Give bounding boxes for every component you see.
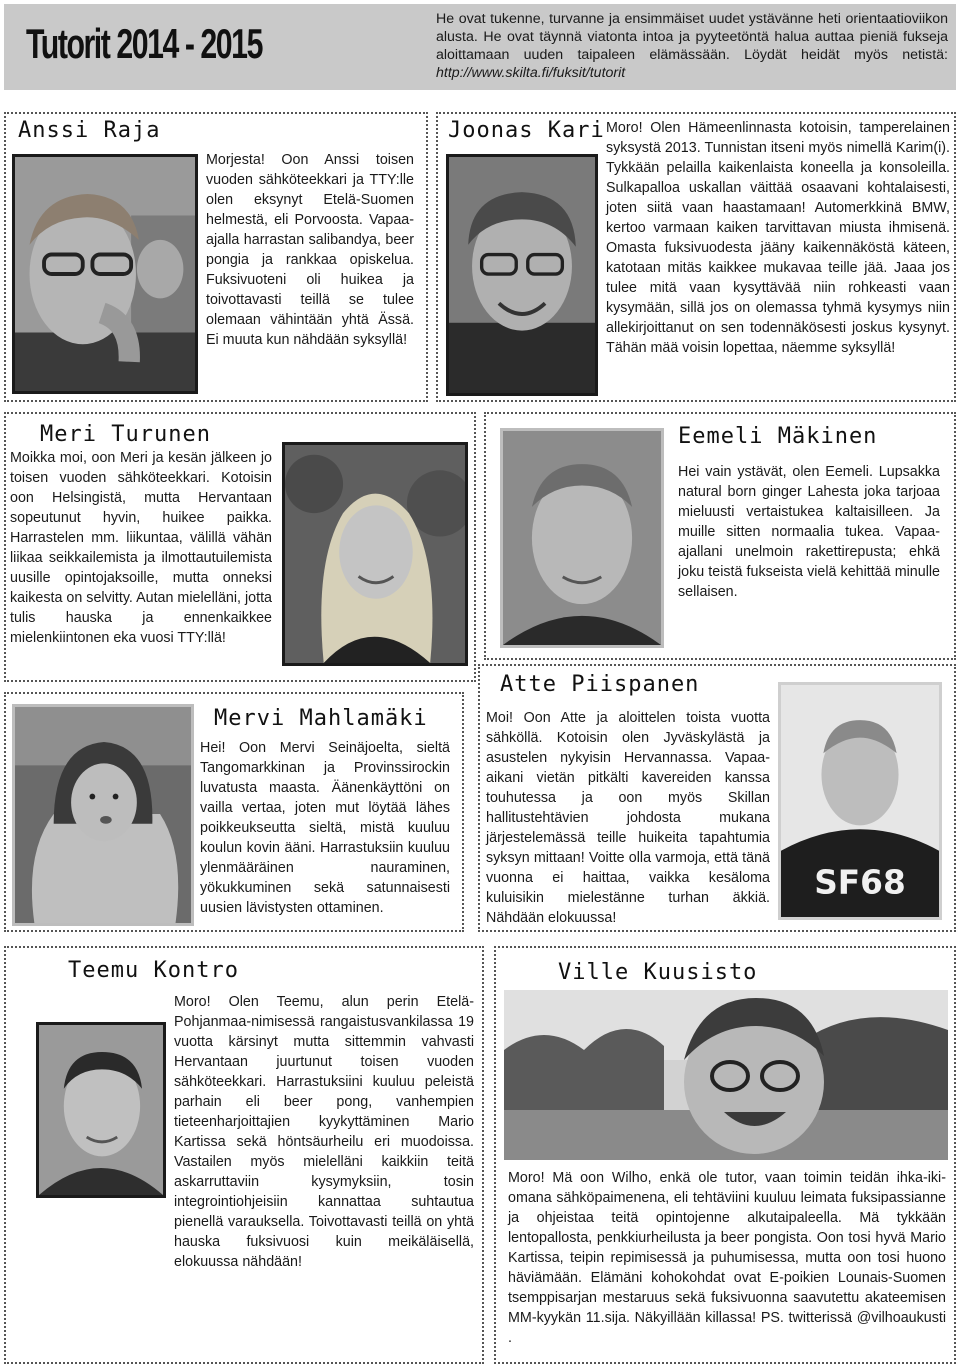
profile-name: Joonas Kari — [448, 118, 605, 143]
profile-photo — [12, 154, 198, 394]
profile-anssi — [4, 112, 428, 402]
profile-bio: Moro! Olen Hämeenlinnasta kotoisin, tamperelainen syksystä 2013. Tunnistan itseni myös nimellä Karim(i). Tykkään pelailla kaikenlaista koneella ja konsoleilla. Sulkapalloa uskallan väittää osaavani kohtalaisesti, joten siitä vaan haastamaan! Automerkkinä BMW, kertoo varmaan kaiken tarvittavan miusta ihmisenä. Omasta fuksivuodesta jääny kaikennäköstä käteen, katotaan mitäs kaikkee mukavaa teille jää. Jaaa jos tulee mitä vaan kysyttävää niin rohkeasti vaan kysymään, sillä jos on olemassa tyhmä kysymys niin allekirjoittanut on sen todennäkösesti joskus kysynyt. Tähän mää voisin lopettaa, näemme syksyllä! — [606, 120, 950, 356]
page-header — [4, 4, 956, 90]
profile-bio: Moro! Olen Teemu, alun perin Etelä-Pohjanmaa-nimisessä rangaistusvankilassa 19 vuotta kärsinyt mutta sittemmin vahvasti Hervantaan juurtunut toisen vuoden sähköteekkari. Harrastuksiini kuuluu peleistä parhain eli beer pong, vanhempien tieteenharjoittajien kyykyttäminen Mario Kartissa sekä höntsäurheilu eri muodoissa. Vastailen myös mielelläni kaikkiin teitä askarruttaviin kysymyksiin, tosin integrointiohjeisiin kannattaa suhtautua pienellä varauksella. Toivottavasti teillä on yhtä hauska fuksivuosi kuin meikäläisellä, elokuussa nähdään! — [174, 994, 474, 1270]
profile-name: Eemeli Mäkinen — [678, 424, 878, 449]
profile-meri — [4, 412, 476, 682]
profile-bio: Moikka moi, oon Meri ja kesän jälkeen jo toisen vuoden sähköteekkari. Kotoisin oon Helsingistä, mutta Hervantaan sopeutunut hyvin, huikee paikka. Harrastelen mm. liikuntaa, välillä vähän liikaa seikkailemista ja ilmottautuilemista uusille opintojaksoille, mutta onneksi kaikesta on selvitty. Autan mielelläni, jotta tulis hauska ja ennenkaikkee mielenkiintonen eka vuosi TTY:llä! — [10, 450, 272, 646]
profile-teemu — [4, 946, 484, 1364]
profile-name: Teemu Kontro — [68, 958, 239, 983]
profile-name: Mervi Mahlamäki — [214, 706, 428, 731]
intro-paragraph: He ovat tukenne, turvanne ja ensimmäiset uudet ystävänne heti orientaatioviikon alusta. He ovat täynnä viatonta intoa ja pyyteetöntä halua auttaa pieniä fukseja aloittamaan uuden taipaleen elämässään. Löydät heidät myös netistä: — [436, 11, 948, 63]
profile-photo — [504, 990, 948, 1160]
profile-ville — [494, 946, 956, 1364]
intro-text — [436, 10, 948, 82]
profile-name: Meri Turunen — [40, 422, 211, 447]
profile-name: Atte Piispanen — [500, 672, 700, 697]
profile-name: Anssi Raja — [18, 118, 161, 143]
tutors-url-link[interactable]: http://www.skilta.fi/fuksit/tutorit — [436, 65, 626, 81]
profile-name: Ville Kuusisto — [558, 960, 758, 985]
shirt-print: SF68 — [814, 862, 906, 902]
profile-photo — [36, 1022, 166, 1198]
profile-mervi — [4, 692, 464, 932]
profile-eemeli — [484, 412, 956, 660]
profile-photo — [12, 704, 194, 926]
profile-photo — [778, 682, 942, 920]
profile-photo — [282, 442, 468, 666]
page-title: Tutorit 2014 - 2015 — [26, 20, 262, 67]
profile-atte — [478, 664, 956, 932]
profile-photo — [500, 428, 664, 648]
profile-bio: Moro! Mä oon Wilho, enkä ole tutor, vaan toimin teidän ihka-iki-omana sähköpaimenena, eli tehtäviini kuuluu leimata fuksipassianne ja ohjeistaa teitä opintojenne alkutaipaleella. Mä tykkään lentopallosta, penkkiurheilusta ja beer pongista. Oon tosi hyvä Mario Kartissa, teipin repimisessä ja puhumisessa, mutta oon tosi huono häviämään. Elämäni kohokohdat ovat E-poikien Lounais-Suomen tsemppisarjan mestaruus sekä fuksivuonna saavutettu akateemisen MM-kyykän 11.sija. Näkyillään killassa! PS. twitterissä @vilhoaukusti . — [508, 1170, 946, 1346]
profile-bio: Moi! Oon Atte ja aloittelen toista vuotta sähköllä. Kotoisin olen Jyväskylästä ja asustelen nykyisin Hervannassa. Vapaa-aikani vietän pitkälti kavereiden kanssa touhutessa ja oon myös Skillan hallitustehtävien johdosta mukana järjestelemässä teille huikeita tapahtumia syksyn mittaan! Voitte olla varmoja, että tänä vuonna ei haittaa, vaikka kesäloma kuluisikin mielestänne turhan äkkiä. Nähdään elokuussa! — [486, 710, 770, 926]
profile-bio: Morjesta! Oon Anssi toisen vuoden sähköteekkari ja TTY:lle olen eksynyt Etelä-Suomen helmestä, eli Porvoosta. Vapaa-ajalla harrastan salibandya, beer pongia ja rankkaa opiskelua. Fuksivuoteni oli huikea ja toivottavasti teillä se tulee olemaan vähintään yhtä Ässä. Ei muuta kun nähdään syksyllä! — [206, 152, 414, 348]
profile-joonas — [436, 112, 956, 402]
profile-bio: Hei vain ystävät, olen Eemeli. Lupsakka natural born ginger Lahesta joka tarjoaa mieluusti vertaistukea kaltaisilleen. Ja muille sitten normaalia tukea. Vapaa-ajallani unelmoin rakettirepusta; ehkä joku teistä fukseista vielä kehittää minulle sellaisen. — [678, 464, 940, 600]
profile-photo — [446, 154, 598, 396]
profile-bio: Hei! Oon Mervi Seinäjoelta, sieltä Tangomarkkinan ja Provinssirockin luvatusta maasta. Äänenkäyttöni on vailla vertaa, joten mut löytää lähes poikkeukseutta sieltä, mistä kuuluu koulun kovin ääni. Harrastuksiin kuuluu ylenmääräinen nauraminen, yökukkuminen sekä satunnaisesti uusien lävistysten ottaminen. — [200, 740, 450, 916]
